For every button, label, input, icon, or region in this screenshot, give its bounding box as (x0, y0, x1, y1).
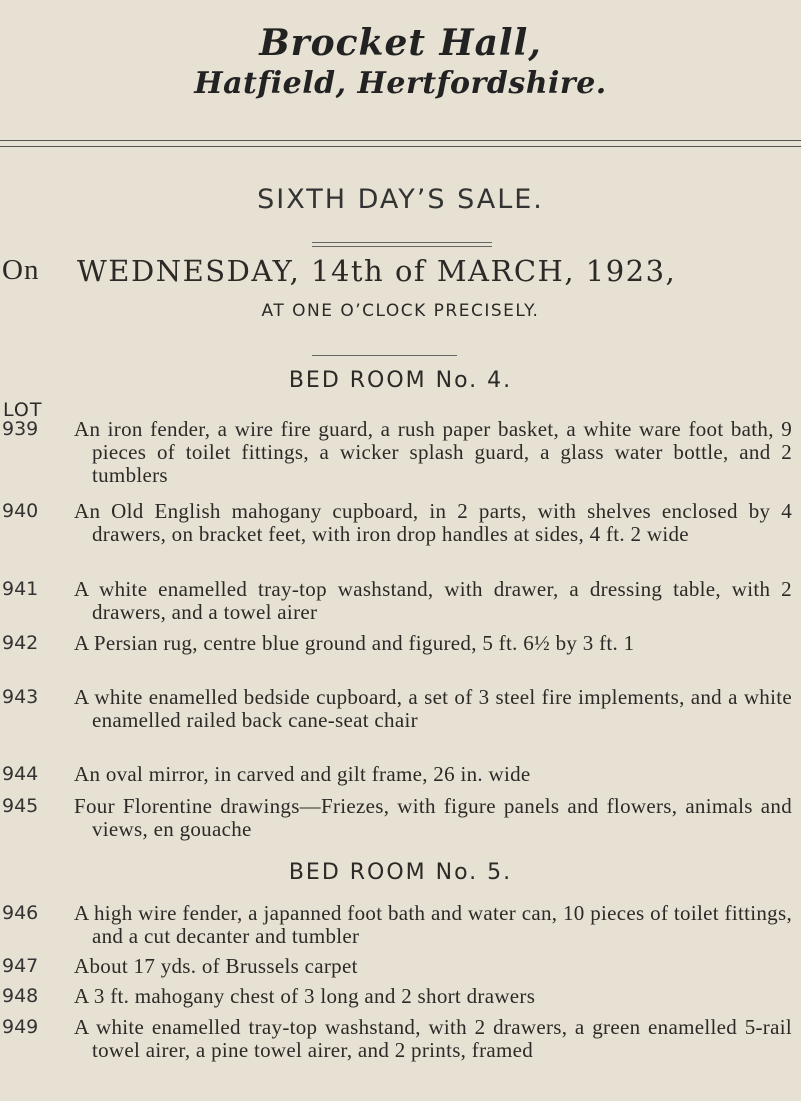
section-title-bed-room-5: BED ROOM No. 5. (288, 860, 513, 885)
sale-date: WEDNESDAY, 14th of MARCH, 1923, (77, 254, 677, 288)
lot-number: 944 (2, 763, 39, 785)
lot-number: 939 (2, 418, 39, 440)
lot-number: 947 (2, 955, 39, 977)
lot-description: An iron fender, a wire fire guard, a rush paper basket, a white ware foot bath, 9 pieces of toilet fittings, a wicker splash guard, a glass water bottle, and 2 tumblers (74, 417, 792, 487)
lot-description: A 3 ft. mahogany chest of 3 long and 2 short drawers (74, 984, 536, 1008)
title-hatfield: Hatfield, Hertfordshire. (194, 66, 607, 101)
lot-description: An Old English mahogany cupboard, in 2 parts, with shelves enclosed by 4 drawers, on bracket feet, with iron drop handles at sides, 4 ft. 2 wide (74, 499, 792, 546)
title-brocket-hall: Brocket Hall, (259, 22, 542, 64)
sale-on-label: On (2, 254, 40, 286)
lot-number: 949 (2, 1016, 39, 1038)
lot-description: An oval mirror, in carved and gilt frame, 26 in. wide (74, 762, 531, 786)
rule-divider (312, 355, 457, 356)
lot-number: 946 (2, 902, 39, 924)
section-title-bed-room-4: BED ROOM No. 4. (288, 368, 513, 393)
lot-number: 942 (2, 632, 39, 654)
lot-description: A white enamelled bedside cupboard, a set of 3 steel fire implements, and a white enamelled railed back cane-seat chair (74, 685, 792, 732)
short-rule-divider (312, 242, 492, 247)
lot-description: Four Florentine drawings—Friezes, with figure panels and flowers, animals and views, en gouache (74, 794, 792, 841)
lot-description: A white enamelled tray-top washstand, with 2 drawers, a green enamelled 5-rail towel airer, a pine towel airer, and 2 prints, framed (74, 1015, 792, 1062)
lot-description: A white enamelled tray-top washstand, with drawer, a dressing table, with 2 drawers, and a towel airer (74, 577, 792, 624)
lot-number: 945 (2, 795, 39, 817)
lot-description: A high wire fender, a japanned foot bath and water can, 10 pieces of toilet fittings, and a cut decanter and tumbler (74, 901, 792, 948)
lot-column-label: LOT (3, 399, 43, 421)
lot-description: About 17 yds. of Brussels carpet (74, 954, 358, 978)
sale-time: AT ONE O’CLOCK PRECISELY. (261, 301, 540, 321)
lot-number: 940 (2, 500, 39, 522)
lot-number: 941 (2, 578, 39, 600)
double-rule-divider (0, 140, 801, 147)
lot-description: A Persian rug, centre blue ground and figured, 5 ft. 6½ by 3 ft. 1 (74, 631, 635, 655)
lot-number: 943 (2, 686, 39, 708)
lot-number: 948 (2, 985, 39, 1007)
sale-day-heading: SIXTH DAY’S SALE. (257, 184, 544, 215)
